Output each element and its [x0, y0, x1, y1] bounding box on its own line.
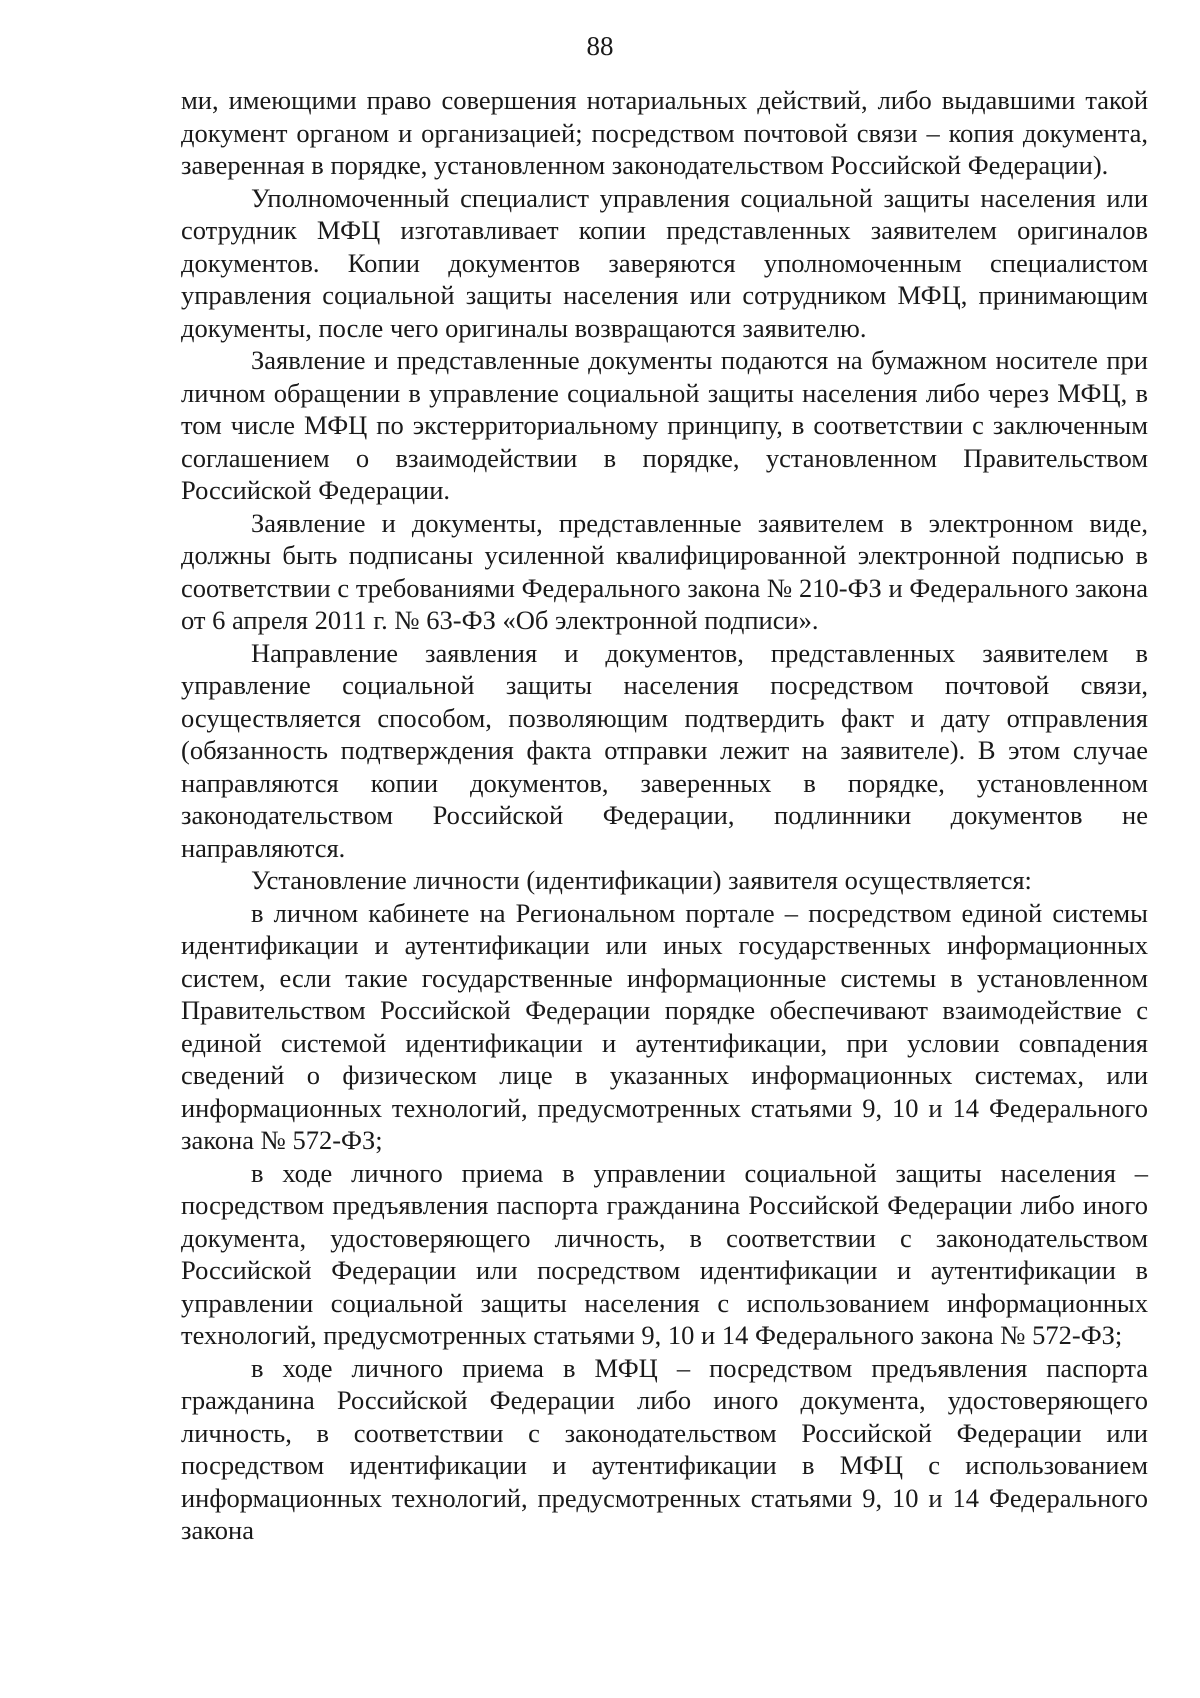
paragraph-identification-social-office: в ходе личного приема в управлении социальной защиты населения – посредством предъявления паспорта гражданина Российской Федерации либо иного документа, удостоверяющего личность, в соответствии с законодательством Российской Федерации или посредством идентификации и аутентификации в управлении социальной защиты населения с использованием информационных технологий, предусмотренных статьями 9, 10 и 14 Федерального закона № 572-ФЗ;	[181, 1157, 1148, 1350]
paragraph-identification-portal: в личном кабинете на Региональном портале – посредством единой системы идентификации и аутентификации или иных государственных информационных систем, если такие государственные информационные системы в установленном Правительством Российской Федерации порядке обеспечивают взаимодействие с единой системой идентификации и аутентификации, при условии совпадения сведений о физическом лице в указанных информационных системах, или информационных технологий, предусмотренных статьями 9, 10 и 14 Федерального закона № 572-ФЗ;	[181, 897, 1148, 1155]
paragraph-electronic-signature: Заявление и документы, представленные заявителем в электронном виде, должны быть подписаны усиленной квалифицированной электронной подписью в соответствии с требованиями Федерального закона № 210-ФЗ и Федерального закона от 6 апреля 2011 г. № 63-ФЗ «Об электронной подписи».	[181, 507, 1148, 635]
document-body	[181, 84, 1148, 1547]
paragraph-continuation: ми, имеющими право совершения нотариальных действий, либо выдавшими такой документ органом и организацией; посредством почтовой связи – копия документа, заверенная в порядке, установленном законодательством Российской Федерации).	[181, 85, 1148, 180]
paragraph-paper-submission: Заявление и представленные документы подаются на бумажном носителе при личном обращении в управление социальной защиты населения либо через МФЦ, в том числе МФЦ по экстерриториальному принципу, в соответствии с заключенным соглашением о взаимодействии в порядке, установленном Правительством Российской Федерации.	[181, 345, 1148, 505]
paragraph-postal-submission: Направление заявления и документов, представленных заявителем в управление социальной защиты населения посредством почтовой связи, осуществляется способом, позволяющим подтвердить факт и дату отправления (обязанность подтверждения факта отправки лежит на заявителе). В этом случае направляются копии документов, заверенных в порядке, установленном законодательством Российской Федерации, подлинники документов не направляются.	[181, 637, 1148, 863]
page-number: 88	[586, 31, 614, 61]
paragraph-identification-mfc: в ходе личного приема в МФЦ – посредством предъявления паспорта гражданина Российской Федерации либо иного документа, удостоверяющего личность, в соответствии с законодательством Российской Федерации или посредством идентификации и аутентификации в МФЦ с использованием информационных технологий, предусмотренных статьями 9, 10 и 14 Федерального закона	[181, 1352, 1148, 1545]
paragraph-copies-certification: Уполномоченный специалист управления социальной защиты населения или сотрудник МФЦ изготавливает копии представленных заявителем оригиналов документов. Копии документов заверяются уполномоченным специалистом управления социальной защиты населения или сотрудником МФЦ, принимающим документы, после чего оригиналы возвращаются заявителю.	[181, 182, 1148, 343]
paragraph-identification-intro: Установление личности (идентификации) заявителя осуществляется:	[251, 865, 1032, 895]
